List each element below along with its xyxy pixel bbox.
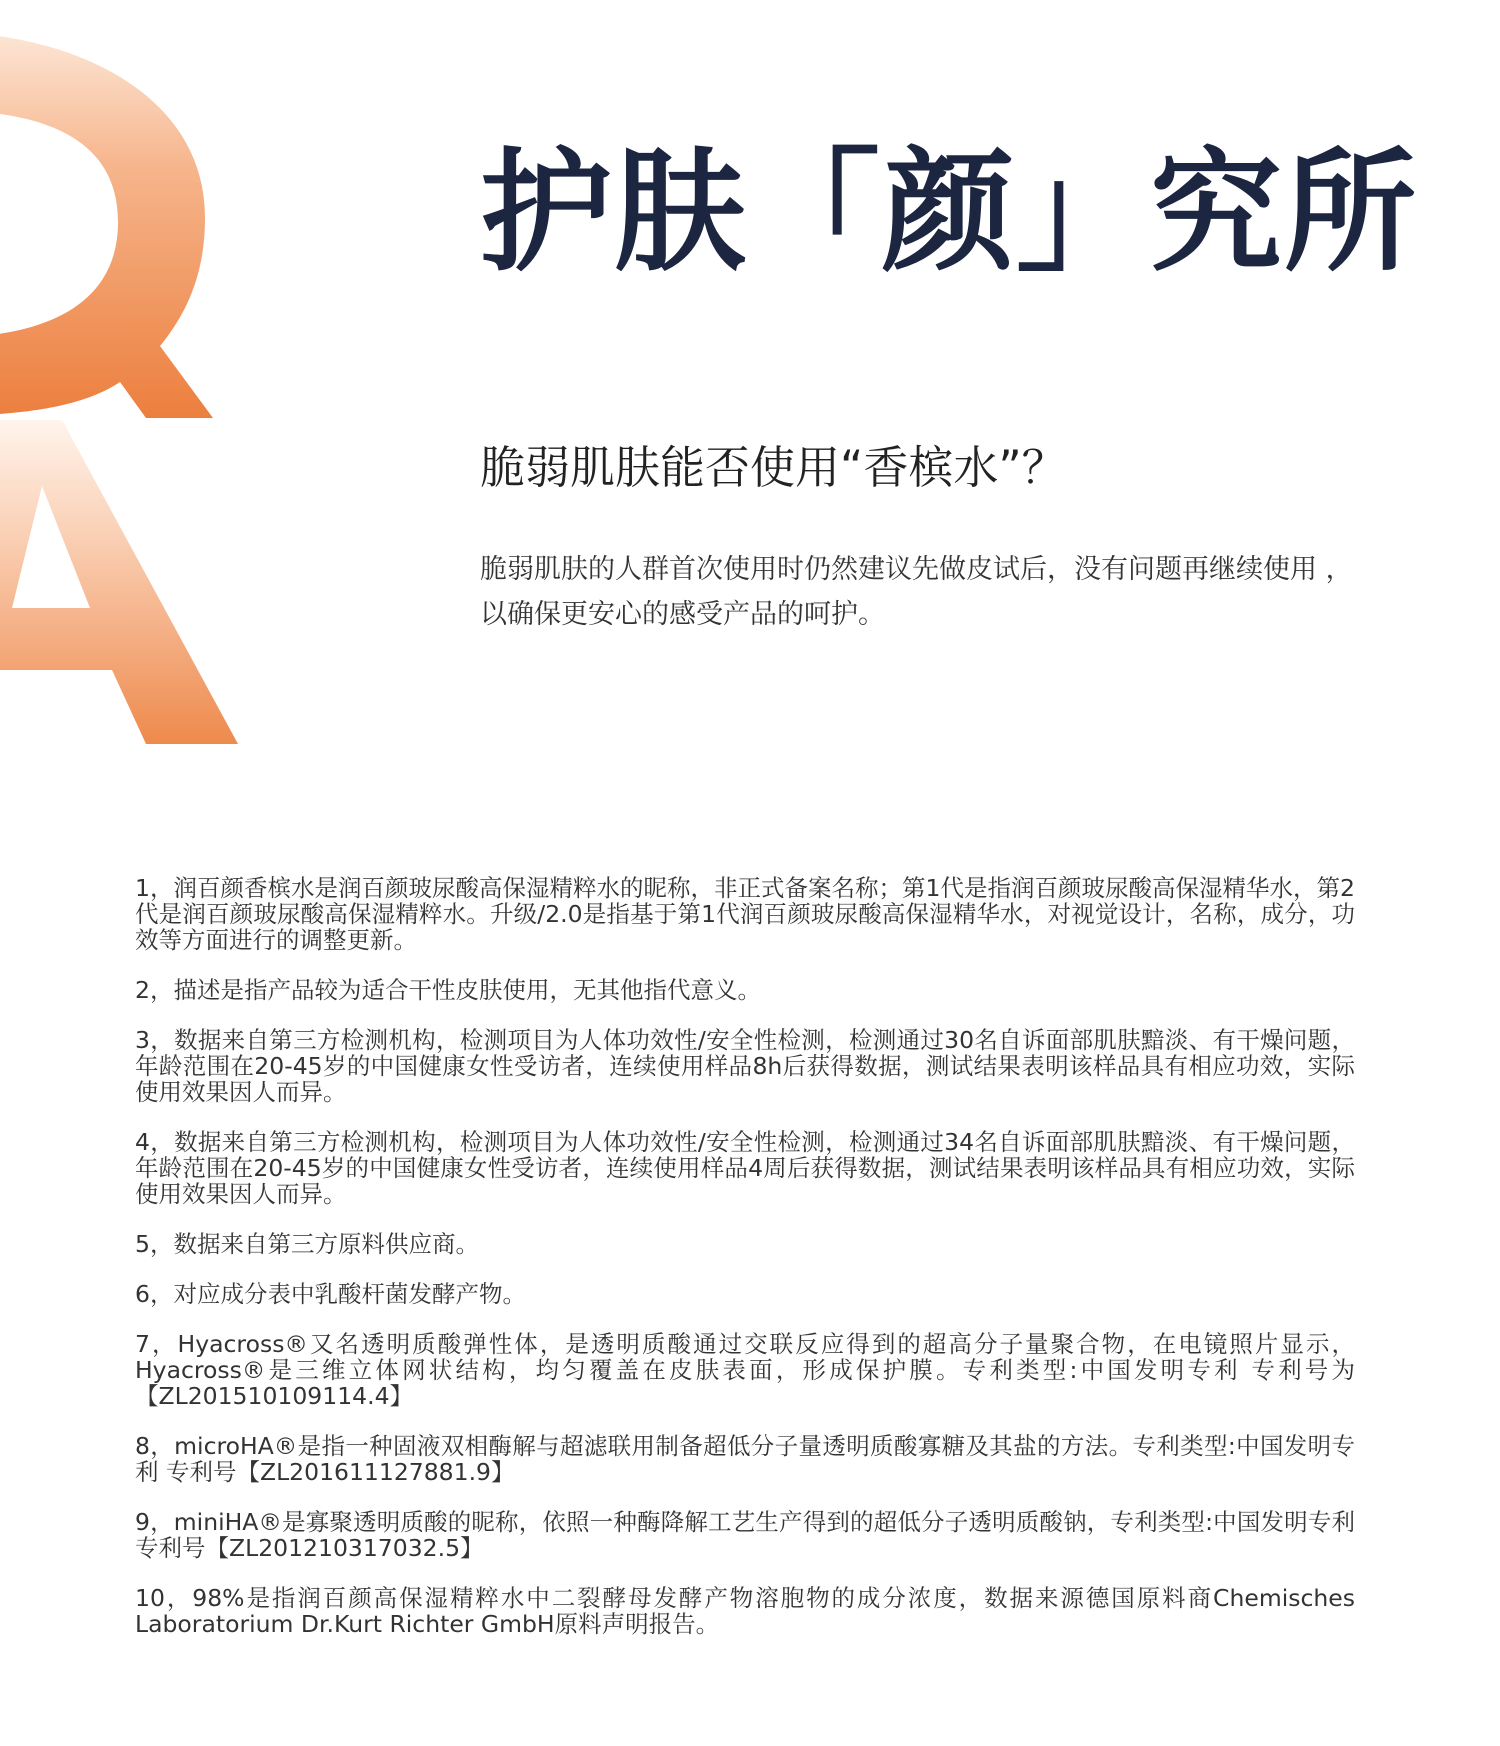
footnote-item: 6，对应成分表中乳酸杆菌发酵产物。 (135, 1280, 526, 1308)
footnote-item: 3，数据来自第三方检测机构，检测项目为人体功效性/安全性检测，检测通过30名自诉面部肌肤黯淡、有干燥问题，年龄范围在20-45岁的中国健康女性受访者，连续使用样品8h后获得数据，测试结果表明该样品具有相应功效，实际使用效果因人而异。 (135, 1026, 1355, 1106)
footnote-item: 7，Hyacross®又名透明质酸弹性体，是透明质酸通过交联反应得到的超高分子量聚合物，在电镜照片显示，Hyacross®是三维立体网状结构，均匀覆盖在皮肤表面，形成保护膜。专利类型:中国发明专利 专利号为【ZL201510109114.4】 (135, 1330, 1355, 1410)
qa-logo-graphic (0, 0, 260, 760)
footnote-item: 2，描述是指产品较为适合干性皮肤使用，无其他指代意义。 (135, 976, 761, 1004)
letter-q-shape (0, 32, 213, 418)
footnote-item: 10，98%是指润百颜高保湿精粹水中二裂酵母发酵产物溶胞物的成分浓度，数据来源德国原料商Chemisches Laboratorium Dr.Kurt Richter GmbH原料声明报告。 (135, 1584, 1355, 1638)
faq-answer: 脆弱肌肤的人群首次使用时仍然建议先做皮试后，没有问题再继续使用 ，以确保更安心的感受产品的呵护。 (480, 554, 1353, 630)
letter-a-shape (0, 420, 238, 744)
faq-question: 脆弱肌肤能否使用“香槟水”？ (480, 441, 1067, 494)
footnotes-list (135, 875, 1355, 1661)
footnote-item: 5，数据来自第三方原料供应商。 (135, 1230, 479, 1258)
footnote-item: 4，数据来自第三方检测机构，检测项目为人体功效性/安全性检测，检测通过34名自诉面部肌肤黯淡、有干燥问题，年龄范围在20-45岁的中国健康女性受访者，连续使用样品4周后获得数据，测试结果表明该样品具有相应功效，实际使用效果因人而异。 (135, 1128, 1355, 1208)
footnote-item: 9，miniHA®是寡聚透明质酸的昵称，依照一种酶降解工艺生产得到的超低分子透明质酸钠，专利类型:中国发明专利 专利号【ZL201210317032.5】 (135, 1508, 1355, 1562)
page-title: 护肤「颜」究所 (480, 136, 1418, 290)
footnote-item: 8，microHA®是指一种固液双相酶解与超滤联用制备超低分子量透明质酸寡糖及其盐的方法。专利类型:中国发明专利 专利号【ZL201611127881.9】 (135, 1432, 1355, 1486)
footnote-item: 1，润百颜香槟水是润百颜玻尿酸高保湿精粹水的昵称，非正式备案名称；第1代是指润百颜玻尿酸高保湿精华水，第2代是润百颜玻尿酸高保湿精粹水。升级/2.0是指基于第1代润百颜玻尿酸高保湿精华水，对视觉设计，名称，成分，功效等方面进行的调整更新。 (135, 874, 1355, 954)
